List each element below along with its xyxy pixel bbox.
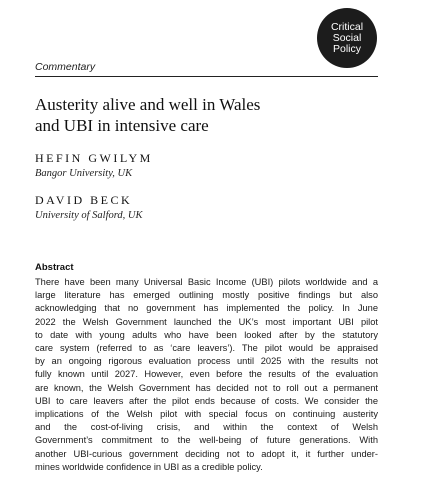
abstract-line: another UBI-curious government deciding not to adopt it, it further under- [35,448,378,459]
article-title [35,94,375,136]
abstract-line: UBI to care leavers after the pilot ends because of costs. We consider the [35,395,378,406]
journal-logo-line: Social [332,31,362,44]
abstract-line: implications of the Welsh pilot with special focus on continuing austerity [35,409,378,420]
abstract-line: There have been many Universal Basic Income (UBI) pilots worldwide and a [35,277,378,287]
author-affiliation: University of Salford, UK [35,210,143,221]
abstract-line: fully known until 2027. However, even before the results of the evaluation [35,369,378,380]
journal-logo-line: Policy [332,42,361,55]
abstract-line: 2022 the Welsh Government launched the UK’s most important UBI pilot [35,316,378,327]
author-affiliation: Bangor University, UK [35,168,133,179]
abstract-text [35,276,378,474]
journal-logo [317,8,377,68]
journal-logo-line: Critical [330,20,364,33]
section-label: Commentary [35,61,96,73]
abstract-line: care system (referred to as ‘care leavers’). The pilot would be appraised [35,343,378,354]
abstract-line: Government’s commitment to the well-being of future generations. With [35,435,378,446]
abstract-line: to date with young adults who have been looked after by the statutory [35,329,378,340]
abstract-line: mines worldwide confidence in UBI as a credible policy. [35,461,263,472]
abstract-line: large literature has emerged outlining mostly positive findings but also [35,290,378,301]
abstract-heading: Abstract [35,262,74,273]
author-name: DAVID BECK [35,193,133,207]
abstract-line: acknowledging that no government has implemented the policy. In June [35,303,378,314]
abstract-line: by an ongoing rigorous evaluation process until 2025 with the results not [35,356,378,367]
abstract-line: are known, the Welsh Government has decided not to roll out a permanent [35,382,378,393]
author-name: HEFIN GWILYM [35,151,153,165]
title-line: and UBI in intensive care [35,116,209,135]
title-line: Austerity alive and well in Wales [35,95,261,114]
header-rule [35,76,378,77]
abstract-line: and the cost-of-living crisis, and within the context of Welsh [35,422,378,433]
